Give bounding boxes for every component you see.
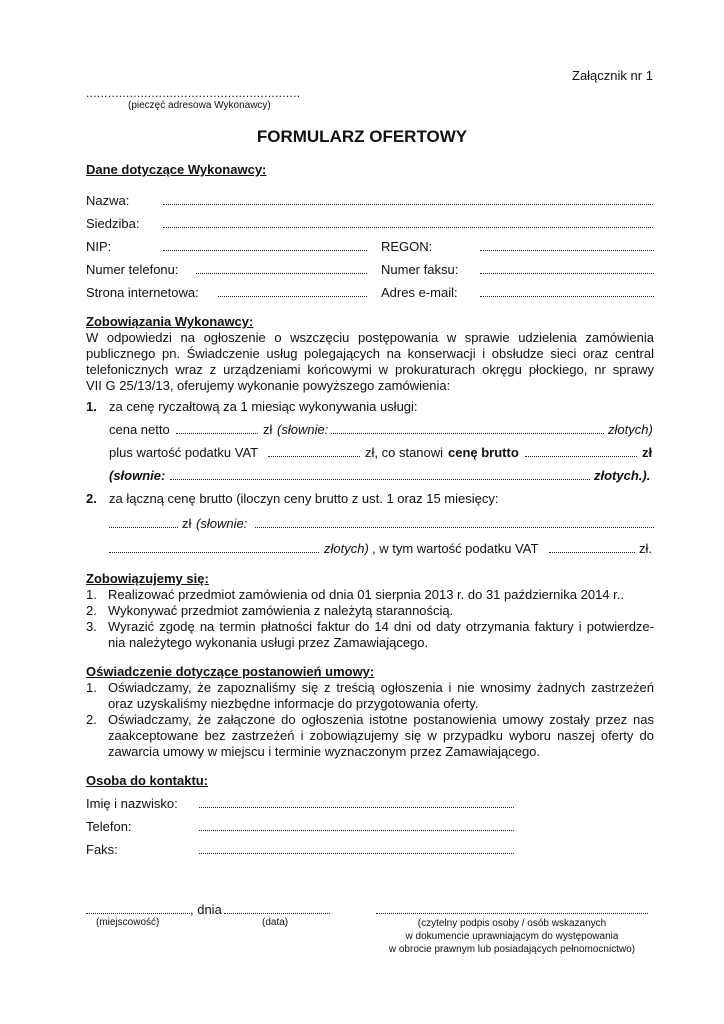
list-item: 2. Oświadczamy, że załączone do ogłoszenia istotne postanowienia umowy zostały przez nas zaakceptowane bez zastrzeżeń i zobowiązujemy się w przypadku wyboru naszej oferty do zawarcia umowy w miejscu i terminie wyznaczonym przez Zamawiającego. — [86, 712, 654, 759]
gross-in-words-label: (słownie: — [109, 468, 166, 483]
gross-price-label: cenę brutto — [448, 445, 519, 460]
in-words-label: (słownie: — [277, 422, 329, 437]
fax-field[interactable] — [480, 263, 654, 274]
fax-label: Numer faksu: — [381, 262, 459, 277]
web-label: Strona internetowa: — [86, 285, 199, 300]
contact-name-label: Imię i nazwisko: — [86, 796, 178, 811]
zl-unit: zł — [263, 422, 273, 437]
zl-bold-unit: zł — [642, 445, 653, 460]
place-caption: (miejscowość) — [96, 917, 160, 928]
date-field[interactable] — [224, 903, 330, 914]
zlotych-label: złotych) — [608, 422, 653, 437]
web-field[interactable] — [218, 286, 367, 297]
list-item: 1. Oświadczamy, że zapoznaliśmy się z treścią ogłoszenia i nie wnosimy żadnych zastrzeżeń oraz uzyskaliśmy niezbędne informacje do przygotowania oferty. — [86, 680, 654, 711]
total-price-field[interactable] — [109, 517, 178, 528]
contact-fax-field[interactable] — [199, 843, 514, 854]
declaration-list — [86, 680, 654, 760]
net-words-field[interactable] — [331, 423, 604, 434]
item2-text: za łączną cenę brutto (iloczyn ceny brutto z ust. 1 oraz 15 miesięcy: — [109, 491, 499, 506]
name-field[interactable] — [163, 194, 653, 205]
list-item: 1. Realizować przedmiot zamówienia od dnia 01 sierpnia 2013 r. do 31 października 2014 r.. — [86, 587, 624, 602]
nip-field[interactable] — [163, 240, 367, 251]
contact-fax-label: Faks: — [86, 842, 118, 857]
regon-field[interactable] — [480, 240, 654, 251]
contact-heading: Osoba do kontaktu: — [86, 773, 209, 788]
item1-number: 1. — [86, 399, 97, 414]
contact-name-field[interactable] — [199, 797, 514, 808]
zl2-unit: zł — [182, 516, 192, 531]
commit-heading: Zobowiązujemy się: — [86, 571, 209, 586]
gross-price-field[interactable] — [525, 446, 637, 457]
contact-phone-field[interactable] — [199, 820, 514, 831]
list-item: 2. Wykonywać przedmiot zamówienia z należytą starannością. — [86, 603, 454, 618]
total-in-words-label: (słownie: — [196, 516, 248, 531]
phone-label: Numer telefonu: — [86, 262, 179, 277]
declaration-heading: Oświadczenie dotyczące postanowień umowy: — [86, 664, 375, 679]
contractor-heading: Dane dotyczące Wykonawcy: — [86, 162, 267, 177]
zl-end-unit: zł. — [639, 541, 652, 556]
zl-comma-label: zł, co stanowi — [365, 445, 444, 460]
place-field[interactable] — [86, 903, 190, 914]
obligations-paragraph: W odpowiedzi na ogłoszenie o wszczęciu postępowania w sprawie udzielenia zamówienia publicznego pn. Świadczenie usług polegających na konserwacji i obsłudze sieci oraz central telefonicznych wraz z urządzeniami końcowymi w prokuraturach okręgu płockiego, nr sprawy VII G 25/13/13, oferujemy wykonanie powyższego zamówienia: — [86, 330, 654, 393]
total-zlotych-label: złotych) — [324, 541, 369, 556]
net-price-label: cena netto — [109, 422, 170, 437]
stamp-line: ........................................................... — [86, 86, 301, 100]
gross-words-field[interactable] — [170, 469, 590, 480]
vat-label: plus wartość podatku VAT — [109, 445, 259, 460]
phone-field[interactable] — [196, 263, 367, 274]
obligations-heading: Zobowiązania Wykonawcy: — [86, 314, 254, 329]
email-label: Adres e-mail: — [381, 285, 458, 300]
dnia-label: , dnia — [190, 902, 222, 917]
item1-text: za cenę ryczałtową za 1 miesiąc wykonywania usługi: — [109, 399, 418, 414]
seat-field[interactable] — [163, 217, 653, 228]
date-caption: (data) — [262, 917, 289, 928]
commit-list — [86, 587, 654, 651]
gross-zlotych-label: złotych.). — [594, 468, 651, 483]
net-price-field[interactable] — [176, 423, 258, 434]
nip-label: NIP: — [86, 239, 112, 254]
name-label: Nazwa: — [86, 193, 130, 208]
email-field[interactable] — [480, 286, 654, 297]
contact-phone-label: Telefon: — [86, 819, 132, 834]
regon-label: REGON: — [381, 239, 433, 254]
page-title: FORMULARZ OFERTOWY — [256, 127, 468, 146]
total-words-field[interactable] — [255, 517, 654, 528]
vat-field[interactable] — [268, 446, 360, 457]
item2-number: 2. — [86, 491, 97, 506]
total-words-field-2[interactable] — [109, 542, 319, 553]
attachment-label: Załącznik nr 1 — [572, 68, 653, 83]
total-vat-label: , w tym wartość podatku VAT — [372, 541, 539, 556]
signature-field[interactable] — [376, 903, 648, 914]
seat-label: Siedziba: — [86, 216, 140, 231]
list-item: 3. Wyrazić zgodę na termin płatności faktur do 14 dni od daty otrzymania faktury i potwierdze- nia należytego wykonania usługi przez Zamawiającego. — [86, 619, 654, 650]
stamp-label: (pieczęć adresowa Wykonawcy) — [128, 100, 271, 111]
signature-caption: (czytelny podpis osoby / osób wskazanych w dokumencie uprawniającym do występowania w obrocie prawnym lub posiadających pełnomocnictwo) — [388, 918, 636, 955]
total-vat-field[interactable] — [549, 542, 635, 553]
